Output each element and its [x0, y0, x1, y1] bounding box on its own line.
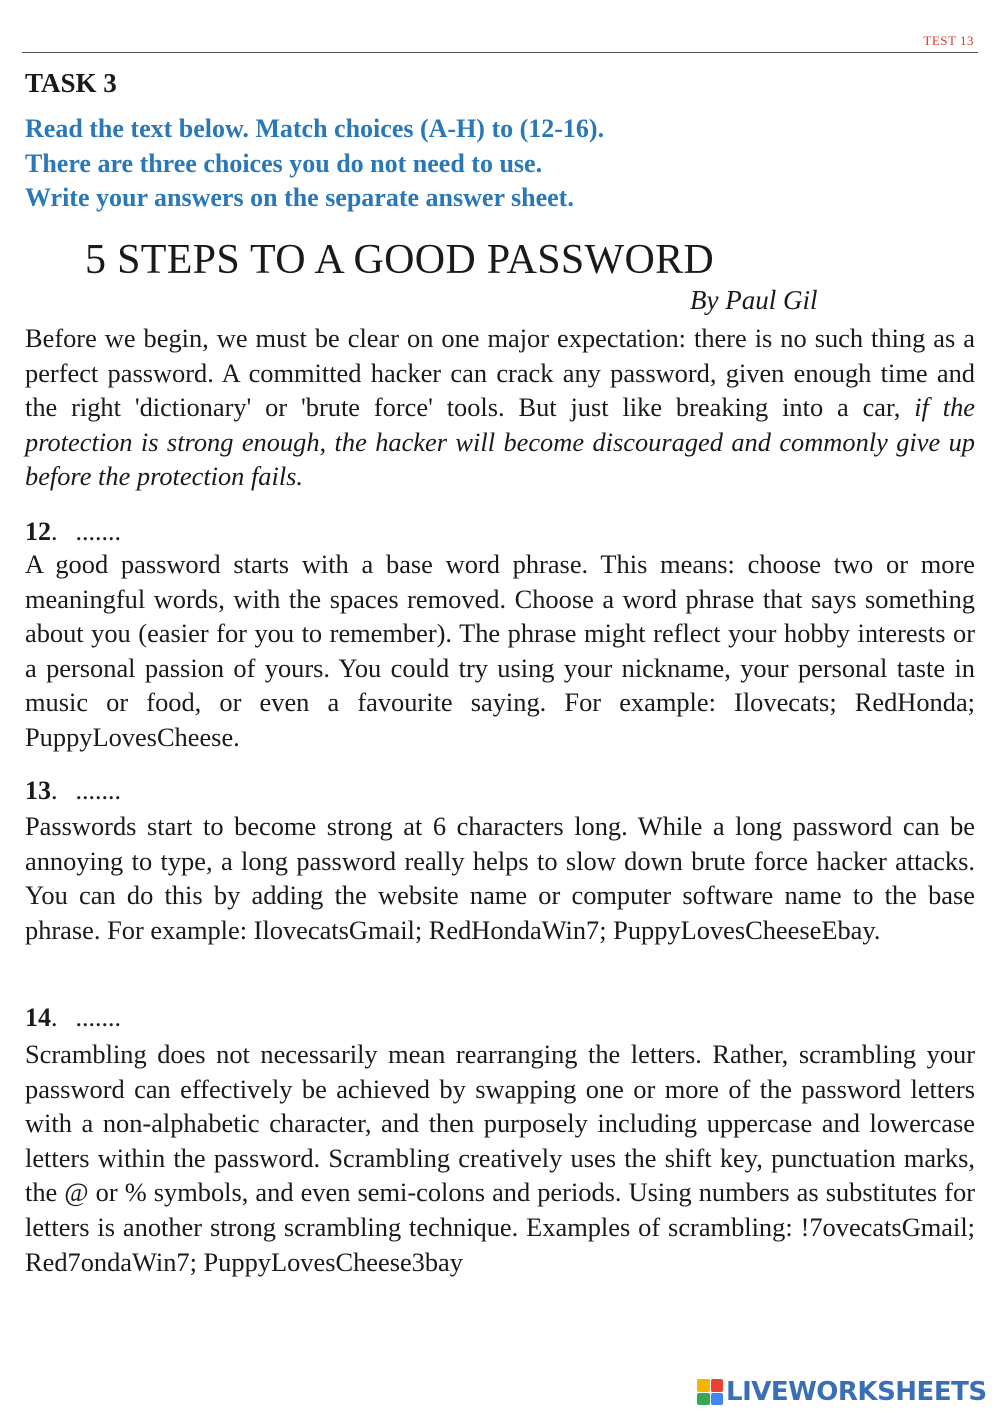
item-number: 12 [25, 517, 51, 546]
answer-blank[interactable]: ....... [75, 1003, 121, 1032]
item-14-heading [25, 1003, 121, 1033]
instruction-line: Read the text below. Match choices (A-H) to (12-16). [25, 114, 605, 143]
article-title: 5 STEPS TO A GOOD PASSWORD [85, 237, 715, 283]
item-13-heading [25, 776, 121, 806]
liveworksheets-logo [697, 1378, 987, 1406]
item-number: 13 [25, 776, 51, 805]
instruction-line: Write your answers on the separate answer sheet. [25, 183, 574, 212]
intro-text: Before we begin, we must be clear on one major expectation: there is no such thing as a perfect password. A committed hacker can crack any password, given enough time and the right 'dictionary' or 'brute force' tools. But just like breaking into a car, [25, 323, 975, 423]
article-byline: By Paul Gil [690, 285, 818, 315]
test-label: TEST 13 [923, 33, 974, 48]
intro-paragraph [25, 321, 975, 494]
item-punct: . [51, 517, 58, 546]
instruction-line: There are three choices you do not need to use. [25, 148, 543, 178]
answer-blank[interactable]: ....... [75, 776, 121, 805]
item-number: 14 [25, 1003, 51, 1032]
liveworksheets-logo-icon [697, 1379, 723, 1405]
item-14-paragraph: Scrambling does not necessarily mean rearranging the letters. Rather, scrambling your password can effectively be achieved by swapping one or more of the password letters with a non-alphabetic character, and then purposely including uppercase and lowercase letters within the password. Scrambling creatively uses the shift key, punctuation marks, the @ or % symbols, and even semi-colons and periods. Using numbers as substitutes for letters is another strong scrambling technique. Examples of scrambling: !7ovecatsGmail; Red7ondaWin7; PuppyLovesCheese3bay [25, 1039, 975, 1277]
answer-blank[interactable]: ....... [75, 517, 121, 546]
item-13-paragraph: Passwords start to become strong at 6 characters long. While a long password can be annoying to type, a long password really helps to slow down brute force hacker attacks. You can do this by adding the website name or computer software name to the base phrase. For example: IlovecatsGmail; RedHondaWin7; PuppyLovesCheeseEbay. [25, 811, 975, 945]
item-punct: . [51, 776, 58, 805]
intro-italic-text: if the protection is strong enough, the hacker will become discouraged and commonly give up before the protection fails. [25, 392, 975, 492]
task-title: TASK 3 [25, 68, 117, 98]
task-instructions [25, 112, 604, 216]
logo-text: LIVEWORKSHEETS [726, 1377, 987, 1407]
item-punct: . [51, 1003, 58, 1032]
header-divider [22, 52, 978, 53]
item-12-heading [25, 517, 121, 547]
item-12-paragraph: A good password starts with a base word phrase. This means: choose two or more meaningful words, with the spaces removed. Choose a word phrase that says something about you (easier for you to remember). The phrase might reflect your hobby interests or a personal passion of yours. You could try using your nickname, your personal taste in music or food, or even a favourite saying. For example: Ilovecats; RedHonda; PuppyLovesCheese. [25, 549, 975, 752]
